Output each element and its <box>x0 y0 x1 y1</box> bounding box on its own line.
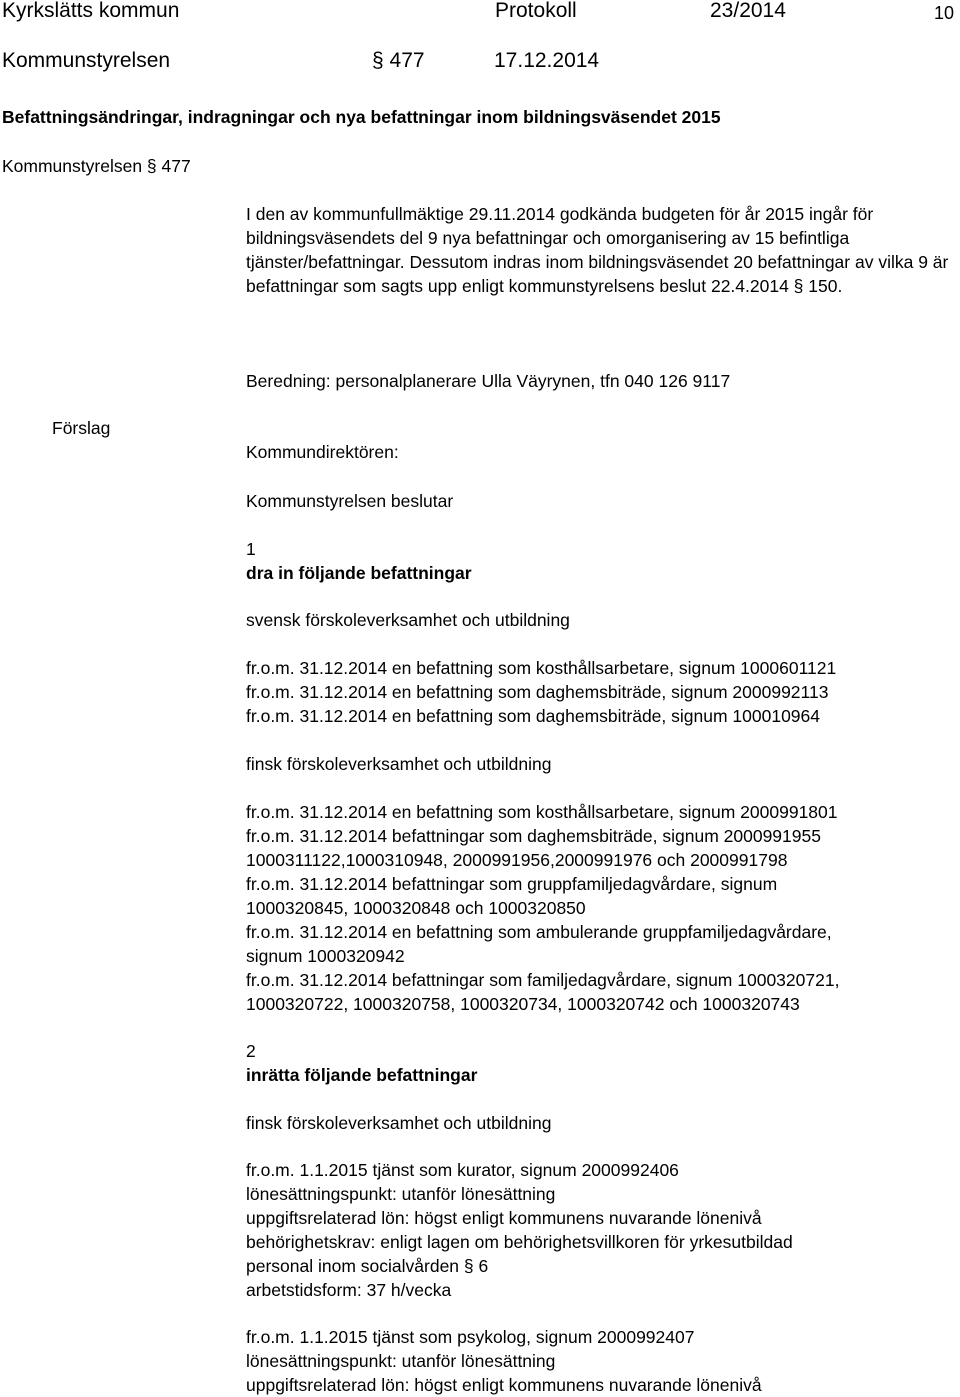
section-2-number: 2 <box>246 1041 256 1061</box>
body-reference: Kommunstyrelsen § 477 <box>2 156 191 176</box>
list-item: signum 1000320942 <box>246 946 405 966</box>
section-2-heading: inrätta följande befattningar <box>246 1065 478 1085</box>
list-item: 1000320722, 1000320758, 1000320734, 1000320742 och 1000320743 <box>246 994 800 1014</box>
list-item: lönesättningspunkt: utanför lönesättning <box>246 1351 556 1371</box>
list-item: fr.o.m. 31.12.2014 en befattning som kosthållsarbetare, signum 2000991801 <box>246 802 838 822</box>
kurator-block <box>246 1158 958 1302</box>
list-item: fr.o.m. 31.12.2014 en befattning som ambulerande gruppfamiljedagvårdare, <box>246 922 832 942</box>
section-2-finnish-heading-block <box>246 1111 958 1135</box>
document-type: Protokoll <box>495 0 577 22</box>
swedish-subheading: svensk förskoleverksamhet och utbildning <box>246 610 570 630</box>
list-item: fr.o.m. 31.12.2014 en befattning som kosthållsarbetare, signum 1000601121 <box>246 658 837 678</box>
meeting-date: 17.12.2014 <box>494 49 600 72</box>
section-number: § 477 <box>372 49 425 72</box>
psykolog-block <box>246 1325 958 1397</box>
section-2-finnish-subheading: finsk förskoleverksamhet och utbildning <box>246 1113 552 1133</box>
decides-block <box>246 489 958 513</box>
list-item: fr.o.m. 1.1.2015 tjänst som kurator, signum 2000992406 <box>246 1160 679 1180</box>
list-item: fr.o.m. 1.1.2015 tjänst som psykolog, signum 2000992407 <box>246 1327 695 1347</box>
decides-line: Kommunstyrelsen beslutar <box>246 491 454 511</box>
page-number: 10 <box>934 3 955 23</box>
preparation-block <box>246 369 958 393</box>
proposer: Kommundirektören: <box>246 442 399 462</box>
list-item: fr.o.m. 31.12.2014 en befattning som daghemsbiträde, signum 2000992113 <box>246 682 829 702</box>
finnish-list <box>246 800 958 1016</box>
list-item: fr.o.m. 31.12.2014 befattningar som familjedagvårdare, signum 1000320721, <box>246 970 840 990</box>
list-item: uppgiftsrelaterad lön: högst enligt kommunens nuvarande lönenivå <box>246 1375 762 1395</box>
proposer-block <box>246 440 958 464</box>
section-1-number: 1 <box>246 539 256 559</box>
preparation-line: Beredning: personalplanerare Ulla Väyrynen, tfn 040 126 9117 <box>246 371 731 391</box>
list-item: fr.o.m. 31.12.2014 befattningar som daghemsbiträde, signum 2000991955 <box>246 826 821 846</box>
swedish-list <box>246 656 958 728</box>
swedish-heading-block <box>246 608 958 632</box>
section-1-heading-block <box>246 537 958 585</box>
list-item: arbetstidsform: 37 h/vecka <box>246 1280 452 1300</box>
document-number: 23/2014 <box>710 0 786 22</box>
list-item: 1000311122,1000310948, 2000991956,2000991976 och 2000991798 <box>246 850 788 870</box>
list-item: fr.o.m. 31.12.2014 en befattning som daghemsbiträde, signum 100010964 <box>246 706 821 726</box>
finnish-subheading: finsk förskoleverksamhet och utbildning <box>246 754 552 774</box>
list-item: behörighetskrav: enligt lagen om behörighetsvillkoren för yrkesutbildad <box>246 1232 793 1252</box>
finnish-heading-block <box>246 752 958 776</box>
proposal-label: Förslag <box>52 418 111 438</box>
section-1-heading: dra in följande befattningar <box>246 563 472 583</box>
list-item: lönesättningspunkt: utanför lönesättning <box>246 1184 556 1204</box>
list-item: personal inom socialvården § 6 <box>246 1256 489 1276</box>
municipality-name: Kyrkslätts kommun <box>2 0 180 22</box>
list-item: fr.o.m. 31.12.2014 befattningar som gruppfamiljedagvårdare, signum <box>246 874 778 894</box>
item-title: Befattningsändringar, indragningar och nya befattningar inom bildningsväsendet 2015 <box>2 107 721 127</box>
list-item: 1000320845, 1000320848 och 1000320850 <box>246 898 586 918</box>
intro-block <box>246 202 958 298</box>
list-item: uppgiftsrelaterad lön: högst enligt kommunens nuvarande lönenivå <box>246 1208 762 1228</box>
intro-paragraph: I den av kommunfullmäktige 29.11.2014 godkända budgeten för år 2015 ingår för bildningsväsendets del 9 nya befattningar och omorganisering av 15 befintliga tjänster/befattningar. Dessutom indras inom bildningsväsendet 20 befattningar av vilka 9 är befattningar som sagts upp enligt kommunstyrelsens beslut 22.4.2014 § 150. <box>246 204 949 296</box>
section-2-heading-block <box>246 1039 958 1087</box>
body-name: Kommunstyrelsen <box>2 49 171 72</box>
